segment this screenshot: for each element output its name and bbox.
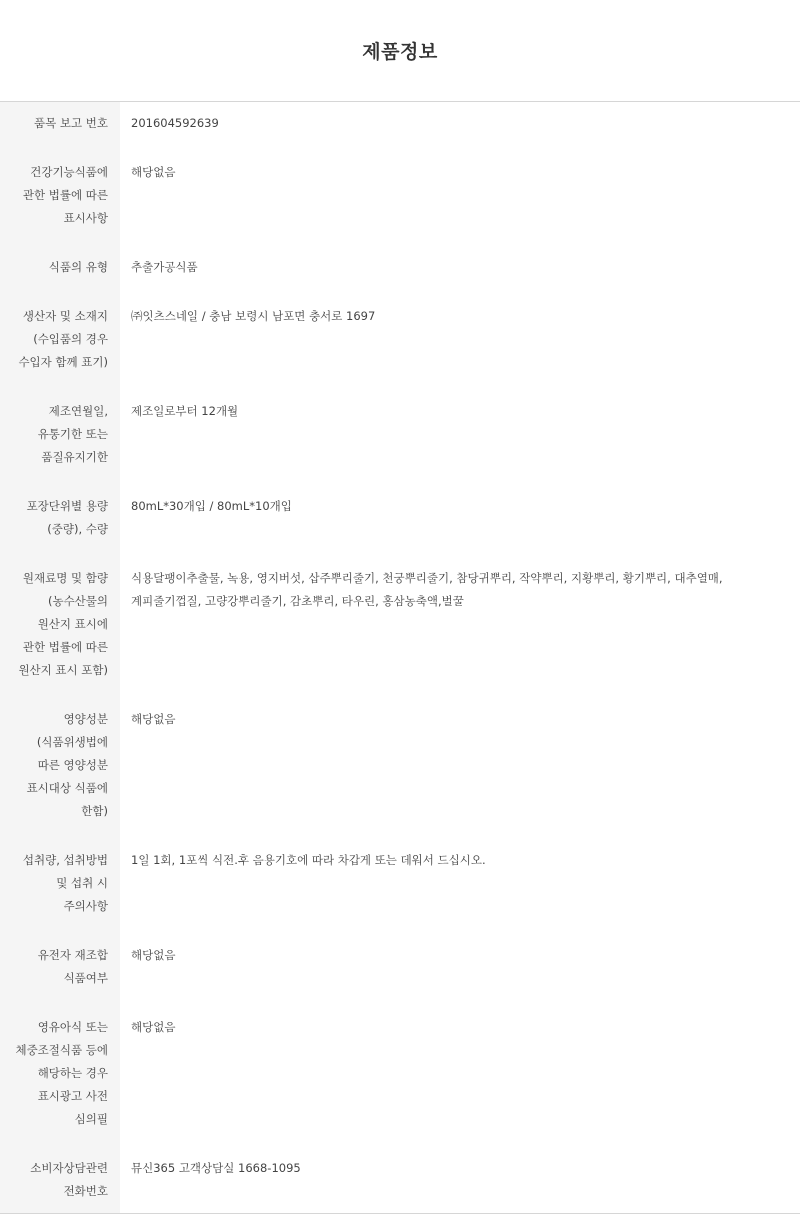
row-label: 건강기능식품에 관한 법률에 따른 표시사항 [0, 152, 120, 247]
page-title: 제품정보 [362, 41, 438, 63]
table-row [0, 840, 800, 935]
row-label: 영양성분(식품위생법에 따른 영양성분 표시대상 식품에 한함) [0, 699, 120, 840]
table-row [0, 935, 800, 1007]
row-label: 식품의 유형 [0, 247, 120, 296]
table-row [0, 1007, 800, 1148]
table-row [0, 296, 800, 391]
row-value: 80mL*30개입 / 80mL*10개입 [131, 499, 292, 513]
table-row [0, 102, 800, 152]
row-value: ㈜잇츠스네일 / 충남 보령시 남포면 충서로 1697 [131, 309, 376, 323]
table-row [0, 699, 800, 840]
page-header [0, 0, 800, 102]
table-row [0, 1148, 800, 1214]
row-value: 해당없음 [131, 1020, 176, 1034]
table-row [0, 247, 800, 296]
product-info-table [0, 102, 800, 1214]
row-value: 제조일로부터 12개월 [131, 404, 239, 418]
row-value: 해당없음 [131, 165, 176, 179]
table-row [0, 391, 800, 486]
row-value: 추출가공식품 [131, 260, 198, 274]
row-label: 품목 보고 번호 [0, 102, 120, 152]
row-value: 해당없음 [131, 712, 176, 726]
row-label: 원재료명 및 함량 (농수산물의 원산지 표시에 관한 법률에 따른 원산지 표시 포함) [0, 558, 120, 699]
row-value: 식용달팽이추출물, 녹용, 영지버섯, 삽주뿌리줄기, 천궁뿌리줄기, 참당귀뿌리, 작약뿌리, 지황뿌리, 황기뿌리, 대추열매, 계피줄기껍질, 고량강뿌리줄기, 감초뿌리, 타우린, 홍삼농축액,벌꿀 [131, 571, 723, 608]
row-value: 해당없음 [131, 948, 176, 962]
row-label: 제조연월일, 유통기한 또는 품질유지기한 [0, 391, 120, 486]
row-value: 뮤신365 고객상담실 1668-1095 [131, 1161, 301, 1175]
row-value: 1일 1회, 1포씩 식전.후 음용기호에 따라 차갑게 또는 데워서 드십시오. [131, 853, 486, 867]
row-label: 섭취량, 섭취방법 및 섭취 시 주의사항 [0, 840, 120, 935]
row-label: 포장단위별 용량(중량), 수량 [0, 486, 120, 558]
row-value: 201604592639 [131, 116, 219, 130]
row-label: 소비자상담관련 전화번호 [0, 1148, 120, 1214]
row-label: 영유아식 또는 체중조절식품 등에 해당하는 경우 표시광고 사전 심의필 [0, 1007, 120, 1148]
row-label: 생산자 및 소재지 (수입품의 경우 수입자 함께 표기) [0, 296, 120, 391]
row-label: 유전자 재조합 식품여부 [0, 935, 120, 1007]
table-row [0, 558, 800, 699]
table-row [0, 152, 800, 247]
table-row [0, 486, 800, 558]
